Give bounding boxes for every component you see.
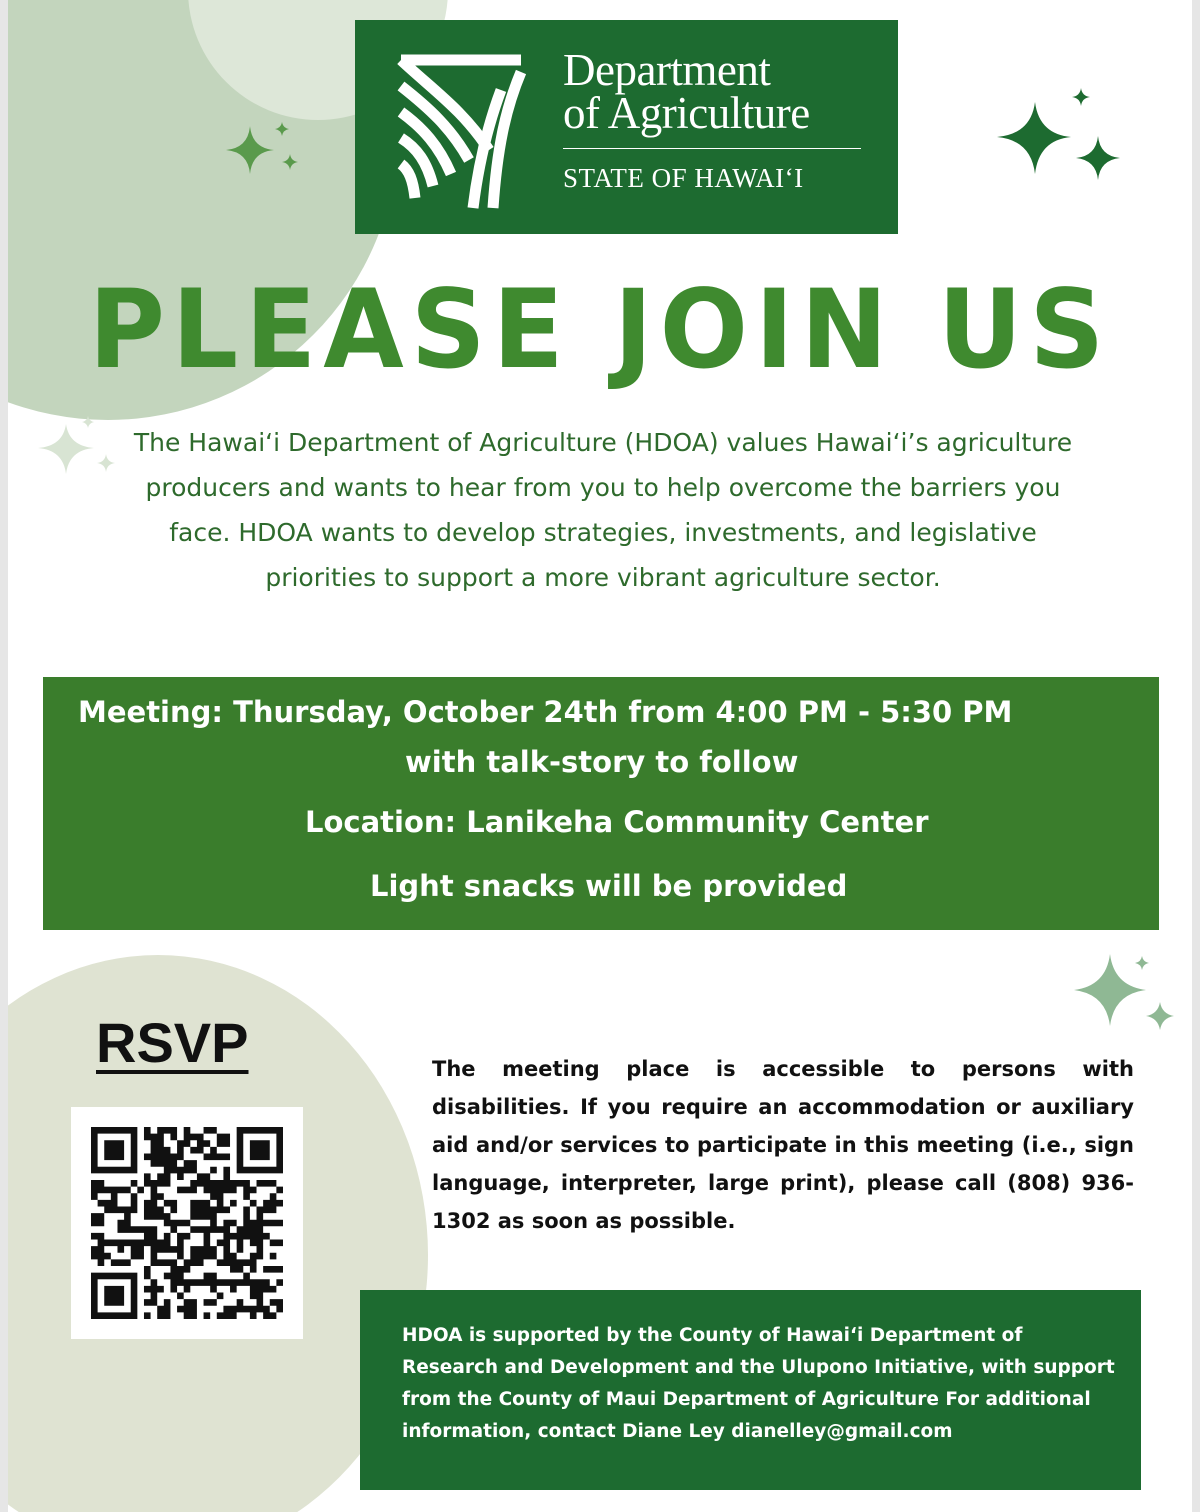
sparkle-icon <box>1058 950 1188 1040</box>
field-rows-logo-icon <box>393 50 533 212</box>
logo-line-agriculture: of Agriculture <box>563 88 810 138</box>
meeting-details-box <box>43 677 1159 930</box>
logo-line-department: Department <box>563 45 771 95</box>
footer-box <box>360 1290 1141 1490</box>
rsvp-heading: RSVP <box>96 1011 249 1074</box>
meeting-talk-story: with talk-story to follow <box>405 745 799 779</box>
sparkle-icon <box>220 118 310 183</box>
accessibility-notice: The meeting place is accessible to persons with disabilities. If you require an accommodation or auxiliary aid and/or services to participate in this meeting (i.e., sign language, interpreter, large print), please call (808) 936-1302 as soon as possible. <box>432 1057 1134 1233</box>
logo-text <box>563 45 863 193</box>
headline: PLEASE JOIN US <box>88 264 1112 394</box>
qr-code-icon[interactable] <box>91 1127 283 1319</box>
department-logo <box>355 20 898 234</box>
intro-paragraph: The Hawaiʻi Department of Agriculture (HDOA) values Hawaiʻi’s agriculture producers and wants to hear from you to help overcome the barriers you face. HDOA wants to develop strategies, investments, and legislative priorities to support a more vibrant agriculture sector. <box>133 428 1073 592</box>
flyer-page <box>8 0 1192 1512</box>
meeting-location: Location: Lanikeha Community Center <box>305 805 929 839</box>
sparkle-icon <box>28 412 128 487</box>
qr-code-card[interactable] <box>71 1107 303 1339</box>
meeting-snacks: Light snacks will be provided <box>370 869 848 903</box>
logo-divider <box>563 148 861 149</box>
logo-line-state: STATE OF HAWAIʻI <box>563 163 804 193</box>
meeting-date-time: Meeting: Thursday, October 24th from 4:00 PM - 5:30 PM <box>78 695 1013 729</box>
sparkle-icon <box>983 82 1128 192</box>
footer-text: HDOA is supported by the County of Hawaiʻi Department of Research and Development and the Ulupono Initiative, with support from the County of Maui Department of Agriculture For additional information, contact Diane Ley dianelley@gmail.com <box>402 1325 1115 1442</box>
